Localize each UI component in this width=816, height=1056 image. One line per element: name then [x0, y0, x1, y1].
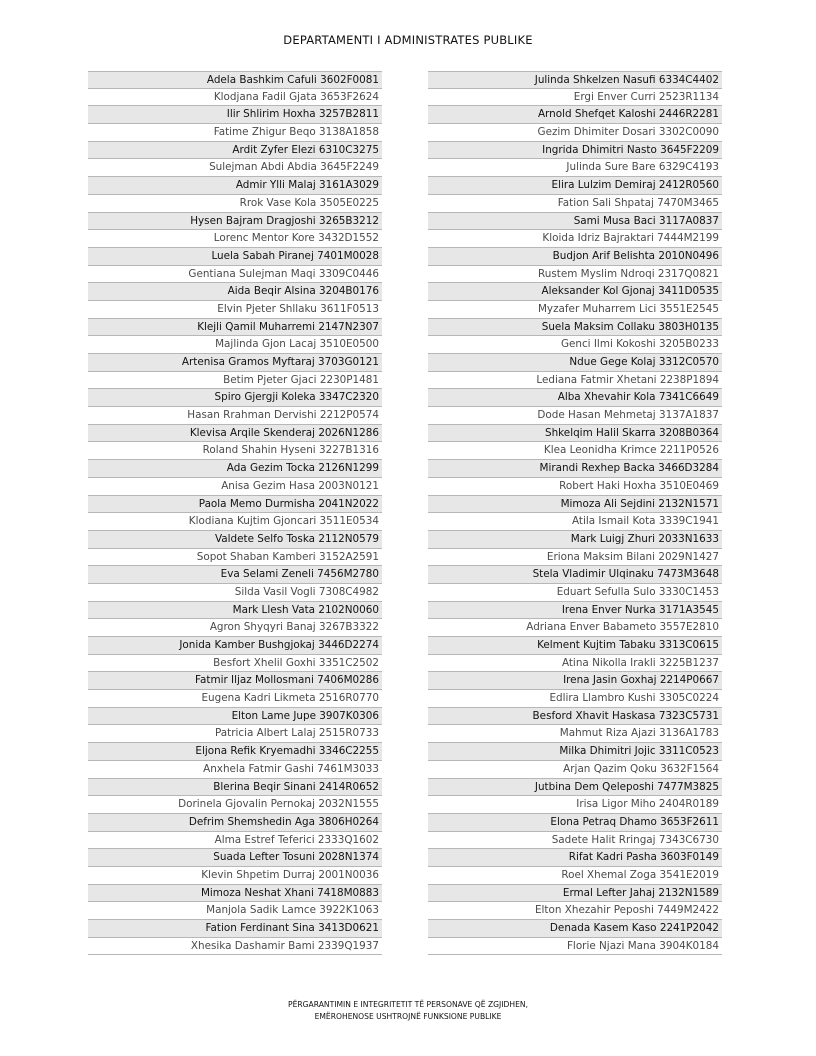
list-item: Fation Sali Shpataj 7470M3465	[428, 195, 722, 213]
list-item: Kloida Idriz Bajraktari 7444M2199	[428, 230, 722, 248]
list-item: Agron Shyqyri Banaj 3267B3322	[88, 619, 382, 637]
list-item: Hysen Bajram Dragjoshi 3265B3212	[88, 213, 382, 231]
list-item: Eva Selami Zeneli 7456M2780	[88, 566, 382, 584]
list-item: Mimoza Ali Sejdini 2132N1571	[428, 496, 722, 514]
list-item: Klejli Qamil Muharremi 2147N2307	[88, 319, 382, 337]
list-item: Rustem Myslim Ndroqi 2317Q0821	[428, 266, 722, 284]
list-item: Stela Vladimir Ulqinaku 7473M3648	[428, 566, 722, 584]
footer	[0, 999, 816, 1023]
list-item: Elira Lulzim Demiraj 2412R0560	[428, 177, 722, 195]
list-item: Ergi Enver Curri 2523R1134	[428, 89, 722, 107]
list-item: Mark Llesh Vata 2102N0060	[88, 602, 382, 620]
list-item: Klea Leonidha Krimce 2211P0526	[428, 442, 722, 460]
list-item: Mahmut Riza Ajazi 3136A1783	[428, 725, 722, 743]
list-item: Suela Maksim Collaku 3803H0135	[428, 319, 722, 337]
list-item: Spiro Gjergji Koleka 3347C2320	[88, 389, 382, 407]
list-item: Genci Ilmi Kokoshi 3205B0233	[428, 336, 722, 354]
page-title: DEPARTAMENTI I ADMINISTRATES PUBLIKE	[283, 33, 533, 47]
footer-line-1: PËRGARANTIMIN E INTEGRITETIT TË PERSONAVE QË ZGJIDHEN,	[288, 1000, 528, 1009]
list-item: Adriana Enver Babameto 3557E2810	[428, 619, 722, 637]
list-item: Betim Pjeter Gjaci 2230P1481	[88, 372, 382, 390]
list-item: Myzafer Muharrem Lici 3551E2545	[428, 301, 722, 319]
list-item: Mirandi Rexhep Backa 3466D3284	[428, 460, 722, 478]
list-item: Elona Petraq Dhamo 3653F2611	[428, 814, 722, 832]
list-item: Majlinda Gjon Lacaj 3510E0500	[88, 336, 382, 354]
list-item: Adela Bashkim Cafuli 3602F0081	[88, 71, 382, 89]
list-item: Silda Vasil Vogli 7308C4982	[88, 584, 382, 602]
list-item: Jutbina Dem Qeleposhi 7477M3825	[428, 779, 722, 797]
list-item: Kelment Kujtim Tabaku 3313C0615	[428, 637, 722, 655]
list-item: Edlira Llambro Kushi 3305C0224	[428, 690, 722, 708]
list-item: Valdete Selfo Toska 2112N0579	[88, 531, 382, 549]
list-item: Arnold Shefqet Kaloshi 2446R2281	[428, 106, 722, 124]
list-item: Arjan Qazim Qoku 3632F1564	[428, 761, 722, 779]
list-item: Irena Enver Nurka 3171A3545	[428, 602, 722, 620]
footer-line-2: EMËROHENOSE USHTROJNË FUNKSIONE PUBLIKE	[314, 1012, 502, 1021]
list-item: Sadete Halit Rringaj 7343C6730	[428, 832, 722, 850]
list-item: Ardit Zyfer Elezi 6310C3275	[88, 142, 382, 160]
list-item: Besford Xhavit Haskasa 7323C5731	[428, 708, 722, 726]
list-item: Gentiana Sulejman Maqi 3309C0446	[88, 266, 382, 284]
list-item: Irisa Ligor Miho 2404R0189	[428, 796, 722, 814]
list-item: Manjola Sadik Lamce 3922K1063	[88, 902, 382, 920]
list-item: Rrok Vase Kola 3505E0225	[88, 195, 382, 213]
list-item: Ilir Shlirim Hoxha 3257B2811	[88, 106, 382, 124]
list-item: Klodjana Fadil Gjata 3653F2624	[88, 89, 382, 107]
list-item: Julinda Sure Bare 6329C4193	[428, 159, 722, 177]
list-item: Artenisa Gramos Myftaraj 3703G0121	[88, 354, 382, 372]
list-item: Lorenc Mentor Kore 3432D1552	[88, 230, 382, 248]
list-item: Sami Musa Baci 3117A0837	[428, 213, 722, 231]
list-item: Eriona Maksim Bilani 2029N1427	[428, 549, 722, 567]
list-item: Budjon Arif Belishta 2010N0496	[428, 248, 722, 266]
list-item: Luela Sabah Piranej 7401M0028	[88, 248, 382, 266]
list-item: Besfort Xhelil Goxhi 3351C2502	[88, 655, 382, 673]
list-item: Elton Lame Jupe 3907K0306	[88, 708, 382, 726]
list-item: Denada Kasem Kaso 2241P2042	[428, 920, 722, 938]
list-item: Patricia Albert Lalaj 2515R0733	[88, 725, 382, 743]
list-item: Atina Nikolla Irakli 3225B1237	[428, 655, 722, 673]
list-item: Eduart Sefulla Sulo 3330C1453	[428, 584, 722, 602]
list-item: Eljona Refik Kryemadhi 3346C2255	[88, 743, 382, 761]
list-item: Alba Xhevahir Kola 7341C6649	[428, 389, 722, 407]
list-item: Alma Estref Teferici 2333Q1602	[88, 832, 382, 850]
list-item: Lediana Fatmir Xhetani 2238P1894	[428, 372, 722, 390]
left-name-list	[88, 71, 382, 955]
list-item: Sulejman Abdi Abdia 3645F2249	[88, 159, 382, 177]
list-item: Elton Xhezahir Peposhi 7449M2422	[428, 902, 722, 920]
list-item: Milka Dhimitri Jojic 3311C0523	[428, 743, 722, 761]
list-item: Shkelqim Halil Skarra 3208B0364	[428, 425, 722, 443]
list-item: Florie Njazi Mana 3904K0184	[428, 938, 722, 956]
list-item: Dorinela Gjovalin Pernokaj 2032N1555	[88, 796, 382, 814]
list-item: Admir Ylli Malaj 3161A3029	[88, 177, 382, 195]
list-item: Ermal Lefter Jahaj 2132N1589	[428, 885, 722, 903]
list-item: Irena Jasin Goxhaj 2214P0667	[428, 672, 722, 690]
list-item: Dode Hasan Mehmetaj 3137A1837	[428, 407, 722, 425]
list-item: Aleksander Kol Gjonaj 3411D0535	[428, 283, 722, 301]
list-item: Fatmir Iljaz Mollosmani 7406M0286	[88, 672, 382, 690]
list-item: Rifat Kadri Pasha 3603F0149	[428, 849, 722, 867]
list-item: Suada Lefter Tosuni 2028N1374	[88, 849, 382, 867]
right-name-list	[428, 71, 722, 955]
list-item: Blerina Beqir Sinani 2414R0652	[88, 779, 382, 797]
list-item: Mimoza Neshat Xhani 7418M0883	[88, 885, 382, 903]
list-item: Roel Xhemal Zoga 3541E2019	[428, 867, 722, 885]
list-item: Sopot Shaban Kamberi 3152A2591	[88, 549, 382, 567]
list-item: Ndue Gege Kolaj 3312C0570	[428, 354, 722, 372]
list-item: Hasan Rrahman Dervishi 2212P0574	[88, 407, 382, 425]
list-item: Elvin Pjeter Shllaku 3611F0513	[88, 301, 382, 319]
list-item: Atila Ismail Kota 3339C1941	[428, 513, 722, 531]
list-item: Ada Gezim Tocka 2126N1299	[88, 460, 382, 478]
list-item: Robert Haki Hoxha 3510E0469	[428, 478, 722, 496]
list-item: Roland Shahin Hyseni 3227B1316	[88, 442, 382, 460]
list-item: Ingrida Dhimitri Nasto 3645F2209	[428, 142, 722, 160]
list-item: Julinda Shkelzen Nasufi 6334C4402	[428, 71, 722, 89]
list-item: Eugena Kadri Likmeta 2516R0770	[88, 690, 382, 708]
list-item: Fation Ferdinant Sina 3413D0621	[88, 920, 382, 938]
list-item: Klodiana Kujtim Gjoncari 3511E0534	[88, 513, 382, 531]
list-item: Anxhela Fatmir Gashi 7461M3033	[88, 761, 382, 779]
list-item: Defrim Shemshedin Aga 3806H0264	[88, 814, 382, 832]
list-item: Aida Beqir Alsina 3204B0176	[88, 283, 382, 301]
list-item: Gezim Dhimiter Dosari 3302C0090	[428, 124, 722, 142]
list-item: Paola Memo Durmisha 2041N2022	[88, 496, 382, 514]
list-item: Fatime Zhigur Beqo 3138A1858	[88, 124, 382, 142]
list-item: Xhesika Dashamir Bami 2339Q1937	[88, 938, 382, 956]
list-item: Klevin Shpetim Durraj 2001N0036	[88, 867, 382, 885]
list-item: Jonida Kamber Bushgjokaj 3446D2274	[88, 637, 382, 655]
list-item: Mark Luigj Zhuri 2033N1633	[428, 531, 722, 549]
list-item: Klevisa Arqile Skenderaj 2026N1286	[88, 425, 382, 443]
list-item: Anisa Gezim Hasa 2003N0121	[88, 478, 382, 496]
